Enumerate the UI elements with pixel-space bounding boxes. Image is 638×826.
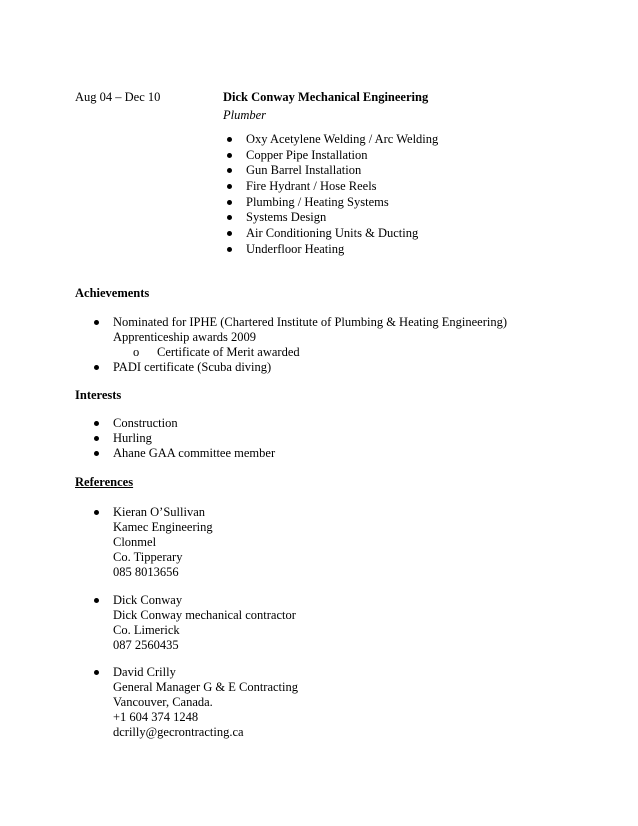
reference-item (92, 505, 213, 580)
skill-item (223, 163, 438, 179)
reference-line: Kamec Engineering (113, 520, 213, 534)
reference-name: Kieran O’Sullivan (113, 505, 205, 519)
achievement-line: Apprenticeship awards 2009 (113, 330, 257, 344)
reference-phone: +1 604 374 1248 (113, 710, 199, 724)
reference-line: General Manager G & E Contracting (113, 680, 299, 694)
skill-text: Oxy Acetylene Welding / Arc Welding (246, 132, 439, 146)
skill-text: Systems Design (246, 210, 327, 225)
reference-list (92, 505, 213, 580)
bullet-icon (94, 598, 99, 603)
bullet-icon (94, 436, 99, 441)
skill-text: Copper Pipe Installation (246, 147, 368, 162)
reference-line: Dick Conway mechanical contractor (113, 608, 296, 622)
bullet-icon (227, 137, 232, 142)
interest-item (92, 446, 275, 461)
interest-item (92, 431, 275, 446)
interests-list (92, 416, 275, 461)
reference-line: Vancouver, Canada. (113, 695, 213, 709)
skill-item (223, 179, 438, 195)
bullet-icon (227, 168, 232, 173)
reference-line: Co. Tipperary (113, 550, 183, 564)
reference-line: Clonmel (113, 535, 157, 549)
references-heading: References (75, 475, 134, 489)
bullet-icon (227, 153, 232, 158)
bullet-icon (94, 670, 99, 675)
bullet-icon (227, 184, 232, 189)
skill-text: Air Conditioning Units & Ducting (246, 226, 419, 241)
skill-item (223, 132, 438, 148)
bullet-icon (94, 510, 99, 515)
achievements-heading: Achievements (75, 286, 150, 300)
job-skills-list (223, 132, 438, 258)
bullet-icon (94, 421, 99, 426)
circle-bullet-icon: o (133, 345, 140, 359)
reference-email: dcrilly@gecrontracting.ca (113, 725, 244, 739)
job-role: Plumber (223, 108, 267, 122)
achievements-list (92, 315, 602, 375)
skill-item (223, 242, 438, 258)
skill-text: Gun Barrel Installation (246, 163, 362, 178)
interest-text: Hurling (113, 431, 152, 445)
reference-name: Dick Conway (113, 593, 183, 607)
reference-list (92, 593, 296, 653)
skill-text: Underfloor Heating (246, 241, 345, 256)
skill-item (223, 210, 438, 226)
skill-item (223, 195, 438, 211)
reference-phone: 085 8013656 (113, 565, 179, 579)
reference-name: David Crilly (113, 665, 176, 679)
bullet-icon (94, 365, 99, 370)
achievement-line: Nominated for IPHE (Chartered Institute of Plumbing & Heating Engineering) (113, 315, 508, 329)
bullet-icon (227, 215, 232, 220)
bullet-icon (227, 231, 232, 236)
interests-heading: Interests (75, 388, 122, 402)
reference-item (92, 665, 298, 740)
bullet-icon (227, 247, 232, 252)
achievement-item (92, 315, 602, 360)
bullet-icon (227, 200, 232, 205)
achievement-line: PADI certificate (Scuba diving) (113, 360, 272, 374)
interest-item (92, 416, 275, 431)
skill-text: Fire Hydrant / Hose Reels (246, 179, 377, 194)
interest-text: Ahane GAA committee member (113, 446, 276, 460)
reference-phone: 087 2560435 (113, 638, 179, 652)
job-employer: Dick Conway Mechanical Engineering (223, 90, 429, 104)
job-dates: Aug 04 – Dec 10 (75, 90, 161, 104)
skill-item (223, 148, 438, 164)
achievement-item (92, 360, 602, 375)
skill-text: Plumbing / Heating Systems (246, 194, 389, 209)
skill-item (223, 226, 438, 242)
interest-text: Construction (113, 416, 178, 430)
achievement-sub-item (131, 345, 602, 360)
achievement-sub-text: Certificate of Merit awarded (157, 345, 300, 359)
reference-list (92, 665, 298, 740)
bullet-icon (94, 451, 99, 456)
reference-line: Co. Limerick (113, 623, 180, 637)
bullet-icon (94, 320, 99, 325)
reference-item (92, 593, 296, 653)
